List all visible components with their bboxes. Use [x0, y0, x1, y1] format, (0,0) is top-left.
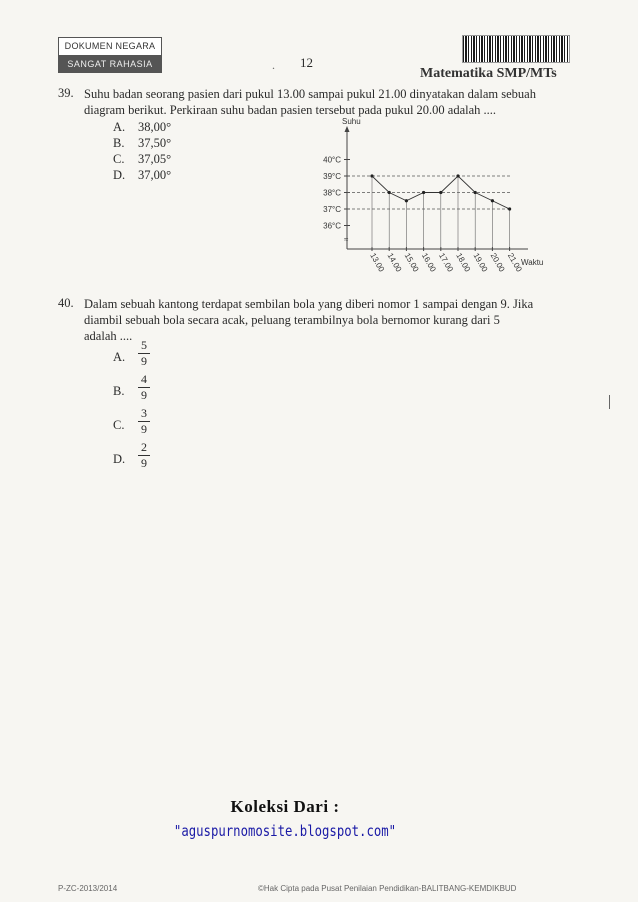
y-tick-label: 40°C	[323, 155, 341, 165]
subject-title: Matematika SMP/MTs	[420, 66, 557, 81]
x-tick-label: 14.00	[385, 251, 404, 274]
q40-option-c-letter[interactable]: C.	[113, 418, 125, 432]
q39-option-b-text[interactable]: 37,50°	[138, 136, 172, 150]
data-point	[491, 199, 494, 202]
q39-option-c-letter[interactable]: C.	[113, 152, 125, 166]
q40-option-d-denominator: 9	[141, 456, 147, 470]
x-axis-label: Waktu	[521, 258, 544, 267]
data-point	[422, 191, 425, 194]
q40-option-d-letter[interactable]: D.	[113, 452, 126, 466]
q39-option-d-text[interactable]: 37,00°	[138, 168, 172, 182]
q40-option-a-fraction[interactable]	[138, 339, 150, 368]
blog-link[interactable]: "aguspurnomosite.blogspot.com"	[173, 822, 397, 840]
dot-mark: .	[272, 58, 275, 72]
q40-option-a-letter[interactable]: A.	[113, 350, 126, 364]
q40-option-a-numerator: 5	[141, 338, 147, 352]
page-number: 12	[300, 55, 313, 70]
temperature-chart	[300, 112, 560, 297]
barcode-icon	[462, 35, 570, 63]
axis-break-mark: ≈	[344, 235, 349, 244]
data-point	[456, 174, 459, 177]
x-tick-label: 19.00	[471, 251, 490, 274]
y-tick-label: 39°C	[323, 172, 341, 181]
temperature-chart-svg	[300, 112, 560, 297]
x-tick-label: 16.00	[419, 251, 438, 274]
q40-option-c-numerator: 3	[141, 406, 147, 420]
q39-option-b-letter[interactable]: B.	[113, 136, 125, 150]
q39-text-line2: diagram berikut. Perkiraan suhu badan pasien tersebut pada pukul 20.00 adalah ....	[84, 103, 497, 117]
sangat-rahasia-label: SANGAT RAHASIA	[58, 55, 162, 73]
data-point	[405, 199, 408, 202]
footer-code: P-ZC-2013/2014	[58, 884, 118, 893]
q40-text-line3: adalah ....	[84, 329, 133, 343]
koleksi-heading: Koleksi Dari :	[230, 797, 340, 816]
data-point	[370, 174, 373, 177]
footer-copyright: ©Hak Cipta pada Pusat Penilaian Pendidikan-BALITBANG-KEMDIKBUD	[258, 884, 517, 893]
x-tick-label: 15.00	[402, 251, 421, 274]
data-point	[388, 191, 391, 194]
q40-number: 40.	[58, 296, 74, 310]
q40-text-line2: diambil sebuah bola secara acak, peluang terambilnya bola bernomor kurang dari 5	[84, 313, 500, 327]
x-tick-label: 18.00	[454, 251, 473, 274]
x-tick-label: 21.00	[505, 251, 524, 274]
x-tick-label: 13.00	[368, 251, 387, 274]
q39-option-a-text[interactable]: 38,00°	[138, 120, 172, 134]
q40-option-c-denominator: 9	[141, 422, 147, 436]
data-point	[439, 191, 442, 194]
q40-option-b-numerator: 4	[141, 372, 147, 386]
q39-option-a-letter[interactable]: A.	[113, 120, 126, 134]
q40-option-b-fraction[interactable]	[138, 373, 150, 402]
q40-option-c-fraction[interactable]	[138, 407, 150, 436]
y-axis-arrow-icon	[345, 126, 350, 132]
x-tick-label: 17.00	[437, 251, 455, 274]
q40-text-line1: Dalam sebuah kantong terdapat sembilan bola yang diberi nomor 1 sampai dengan 9. Jika	[84, 297, 534, 311]
q40-option-b-denominator: 9	[141, 388, 147, 402]
q39-option-c-text[interactable]: 37,05°	[138, 152, 172, 166]
q39-option-d-letter[interactable]: D.	[113, 168, 126, 182]
q40-option-d-fraction[interactable]	[138, 441, 150, 470]
y-tick-label: 38°C	[323, 188, 341, 198]
scan-mark	[609, 395, 610, 409]
y-tick-label: 36°C	[323, 221, 341, 231]
data-point	[508, 207, 511, 210]
x-tick-label: 20.00	[488, 251, 507, 274]
q40-option-a-denominator: 9	[141, 354, 147, 368]
q40-option-b-letter[interactable]: B.	[113, 384, 125, 398]
q39-text-line1: Suhu badan seorang pasien dari pukul 13.00 sampai pukul 21.00 dinyatakan dalam sebuah	[84, 87, 536, 101]
data-point	[474, 191, 477, 194]
y-axis-label: Suhu	[342, 117, 361, 126]
y-tick-label: 37°C	[323, 205, 341, 214]
q39-number: 39.	[58, 86, 74, 100]
dokumen-negara-label: DOKUMEN NEGARA	[58, 37, 162, 56]
q40-option-d-numerator: 2	[141, 440, 147, 454]
